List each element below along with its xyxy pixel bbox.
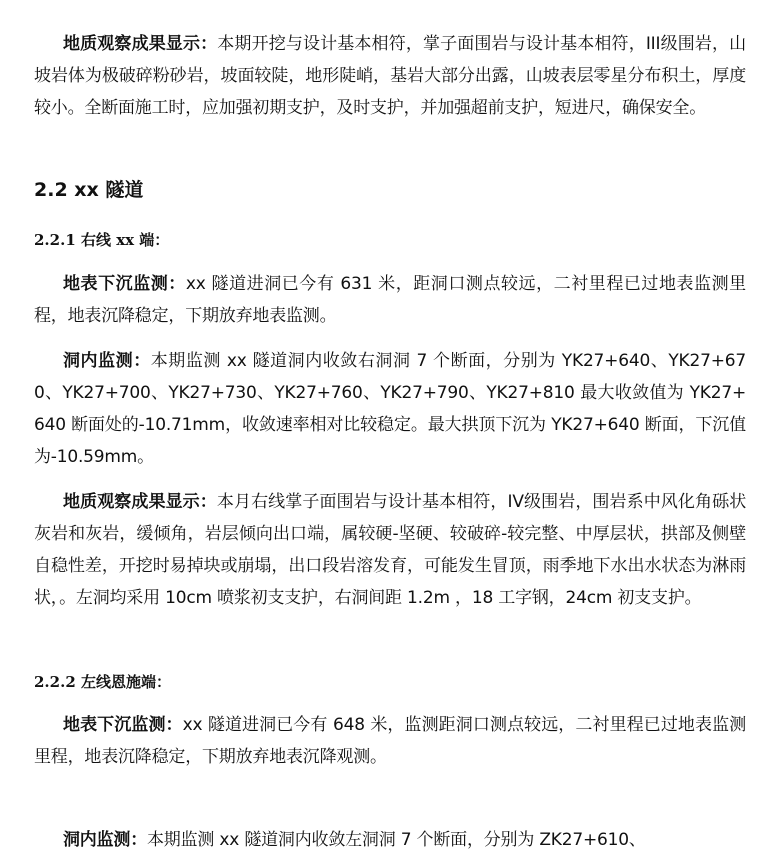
geology-observation-paragraph-2 — [34, 486, 746, 614]
paragraph-label: 洞内监测： — [63, 830, 147, 850]
paragraph-text: xx 隧道进洞已今有 631 米，距洞口测点较远，二衬里程已过地表监测里程，地表沉降稳定，下期放弃地表监测。 — [34, 274, 746, 326]
surface-settlement-paragraph-left — [34, 709, 746, 773]
paragraph-label: 地表下沉监测： — [63, 274, 186, 294]
paragraph-text: 本月右线掌子面围岩与设计基本相符，IV级围岩，围岩系中风化角砾状灰岩和灰岩，缓倾角，岩层倾向出口端，属较硬-坚硬、较破碎-较完整、中厚层状，拱部及侧壁自稳性差，开挖时易掉块或崩塌，出口段岩溶发育，可能发生冒顶，雨季地下水出水状态为淋雨状，。左洞均采用 10cm 喷浆初支支护，右洞间距 1.2m ，18 工字钢，24cm 初支支护。 — [34, 492, 746, 608]
paragraph-label: 地表下沉监测： — [63, 715, 183, 735]
section-heading-2-2: 2.2 xx 隧道 — [34, 179, 144, 201]
paragraph-text: 本期开挖与设计基本相符，掌子面围岩与设计基本相符，III级围岩，山坡岩体为极破碎粉砂岩，坡面较陡，地形陡峭，基岩大部分出露，山坡表层零星分布积土，厚度较小。全断面施工时，应加强初期支护，及时支护，并加强超前支护，短进尺，确保安全。 — [34, 34, 746, 118]
tunnel-monitoring-paragraph-left — [34, 824, 746, 856]
paragraph-text: 本期监测 xx 隧道洞内收敛右洞洞 7 个断面，分别为 YK27+640、YK27+670、YK27+700、YK27+730、YK27+760、YK27+790、YK27+810 最大收敛值为 YK27+640 断面处的-10.71mm，收敛速率相对比较稳定。最大拱顶下沉为 YK27+640 断面，下沉值为-10.59mm。 — [34, 351, 746, 467]
geology-observation-paragraph-1 — [34, 28, 746, 124]
subsection-heading-2-2-2: 2.2.2 左线恩施端： — [34, 673, 171, 691]
paragraph-text: xx 隧道进洞已今有 648 米，监测距洞口测点较远，二衬里程已过地表监测里程，地表沉降稳定，下期放弃地表沉降观测。 — [34, 715, 746, 767]
subsection-heading-2-2-1: 2.2.1 右线 xx 端： — [34, 231, 170, 249]
paragraph-label: 地质观察成果显示： — [63, 492, 217, 512]
paragraph-label: 地质观察成果显示： — [63, 34, 218, 54]
surface-settlement-paragraph-right — [34, 268, 746, 332]
paragraph-label: 洞内监测： — [63, 351, 151, 371]
paragraph-text: 本期监测 xx 隧道洞内收敛左洞洞 7 个断面，分别为 ZK27+610、 — [147, 830, 646, 850]
tunnel-monitoring-paragraph-right — [34, 345, 746, 473]
